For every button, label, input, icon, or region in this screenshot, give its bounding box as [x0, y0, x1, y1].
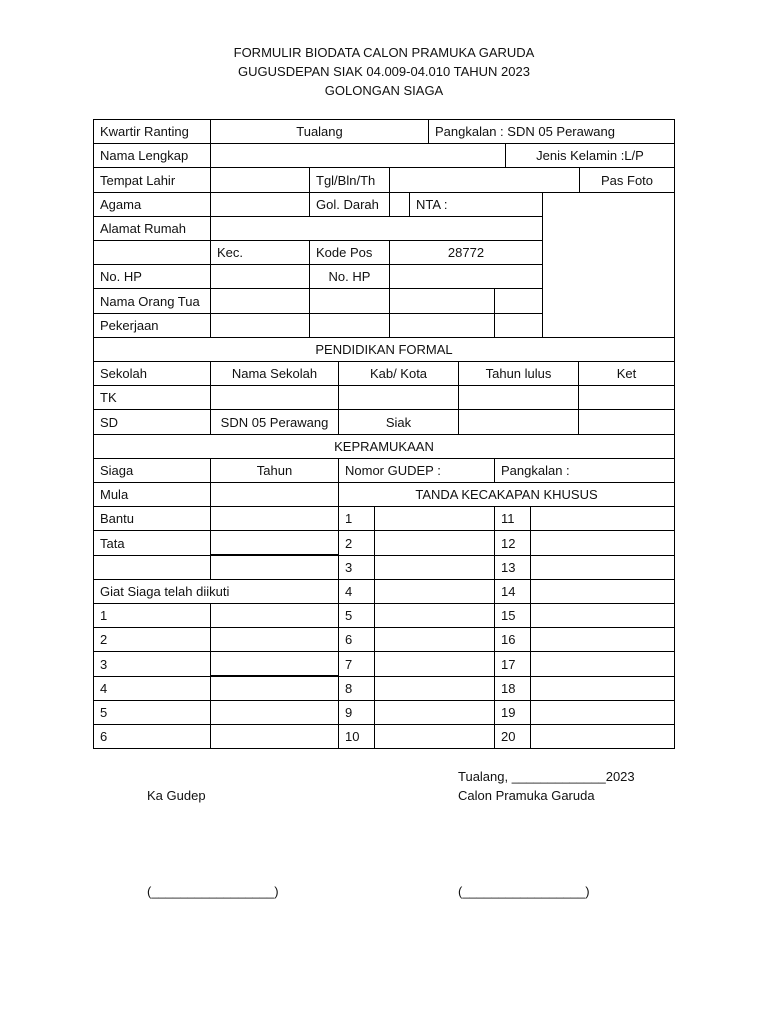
cell-kode-pos: Kode Pos — [309, 240, 390, 265]
tkk-entry-right — [530, 555, 675, 580]
tkk-entry-left — [374, 627, 495, 652]
cell-tk: TK — [93, 385, 211, 410]
form-group: GOLONGAN SIAGA — [324, 83, 444, 98]
cell-tanda-kecakapan-khusus: TANDA KECAKAPAN KHUSUS — [338, 482, 675, 507]
cell-tempat-lahir: Tempat Lahir — [93, 167, 211, 193]
blank-cell — [93, 240, 211, 265]
tkk-number-right: 17 — [494, 651, 531, 677]
cell-2: 2 — [93, 627, 211, 652]
cell-tahun: Tahun — [210, 458, 339, 483]
form-subtitle: GUGUSDEPAN SIAK 04.009-04.010 TAHUN 2023 — [238, 64, 530, 79]
tkk-entry-left — [374, 724, 495, 749]
cell-alamat-rumah: Alamat Rumah — [93, 216, 211, 241]
blank-cell — [210, 385, 339, 410]
cell-kec: Kec. — [210, 240, 310, 265]
cell-pangkalan-sdn-05-perawang: Pangkalan : SDN 05 Perawang — [428, 119, 675, 144]
tkk-number-left: 8 — [338, 676, 375, 701]
blank-cell — [494, 288, 543, 314]
cell-28772: 28772 — [389, 240, 543, 265]
cell-tgl-bln-th: Tgl/Bln/Th — [309, 167, 390, 193]
tkk-number-left: 4 — [338, 579, 375, 604]
cell-gol-darah: Gol. Darah — [309, 192, 390, 217]
cell-1: 1 — [93, 603, 211, 628]
tkk-number-right: 19 — [494, 700, 531, 725]
biodata-table — [94, 120, 675, 749]
cell-6: 6 — [93, 724, 211, 749]
tkk-entry-right — [530, 676, 675, 701]
cell-bantu: Bantu — [93, 506, 211, 531]
tkk-entry-right — [530, 627, 675, 652]
tkk-entry-right — [530, 603, 675, 628]
blank-cell — [389, 288, 495, 314]
cell-mula: Mula — [93, 482, 211, 507]
tkk-entry-left — [374, 506, 495, 531]
cell-nta: NTA : — [409, 192, 543, 217]
cell-pas-foto: Pas Foto — [579, 167, 675, 193]
signature-right-role: Calon Pramuka Garuda — [458, 788, 595, 803]
blank-cell — [210, 192, 310, 217]
blank-cell — [210, 216, 543, 241]
tkk-number-left: 10 — [338, 724, 375, 749]
cell-tata: Tata — [93, 530, 211, 556]
blank-cell — [389, 313, 495, 338]
year-cell — [210, 530, 339, 555]
tkk-number-right: 11 — [494, 506, 531, 531]
cell-sdn-05-perawang: SDN 05 Perawang — [210, 409, 339, 435]
tkk-entry-left — [374, 579, 495, 604]
blank-cell — [389, 167, 580, 193]
tkk-number-left: 9 — [338, 700, 375, 725]
cell-tualang: Tualang — [210, 119, 429, 144]
tkk-entry-left — [374, 676, 495, 701]
tkk-entry-right — [530, 724, 675, 749]
cell-nama-orang-tua: Nama Orang Tua — [93, 288, 211, 314]
cell-kepramukaan: KEPRAMUKAAN — [93, 434, 675, 459]
blank-cell — [578, 385, 675, 410]
tkk-number-right: 13 — [494, 555, 531, 580]
tkk-entry-right — [530, 651, 675, 677]
cell-nama-lengkap: Nama Lengkap — [93, 143, 211, 168]
tkk-number-right: 18 — [494, 676, 531, 701]
year-cell — [210, 651, 339, 676]
cell-sd: SD — [93, 409, 211, 435]
blank-cell — [389, 264, 543, 289]
cell-no-hp: No. HP — [93, 264, 211, 289]
blank-cell — [578, 409, 675, 435]
blank-cell — [542, 192, 675, 338]
form-title: FORMULIR BIODATA CALON PRAMUKA GARUDA — [233, 45, 535, 60]
cell-giat-siaga-telah-diikuti: Giat Siaga telah diikuti — [93, 579, 339, 604]
signature-left-role: Ka Gudep — [147, 788, 206, 803]
tkk-number-right: 15 — [494, 603, 531, 628]
tkk-entry-right — [530, 506, 675, 531]
tkk-number-left: 3 — [338, 555, 375, 580]
tkk-entry-right — [530, 579, 675, 604]
blank-cell — [338, 385, 459, 410]
year-cell — [210, 700, 339, 725]
blank-cell — [309, 288, 390, 314]
tkk-entry-left — [374, 555, 495, 580]
blank-cell — [458, 409, 579, 435]
year-cell — [210, 603, 339, 628]
cell-agama: Agama — [93, 192, 211, 217]
tkk-number-left: 6 — [338, 627, 375, 652]
blank-cell — [210, 143, 506, 168]
tkk-number-left: 7 — [338, 651, 375, 677]
year-cell — [210, 724, 339, 749]
tkk-number-right: 14 — [494, 579, 531, 604]
tkk-number-right: 16 — [494, 627, 531, 652]
blank-cell — [210, 482, 339, 507]
cell-kwartir-ranting: Kwartir Ranting — [93, 119, 211, 144]
year-cell — [210, 506, 339, 531]
signature-right-line: (_________________) — [458, 884, 590, 899]
cell-kab-kota: Kab/ Kota — [338, 361, 459, 386]
tkk-entry-left — [374, 530, 495, 556]
blank-cell — [210, 288, 310, 314]
tkk-entry-left — [374, 651, 495, 677]
cell-ket: Ket — [578, 361, 675, 386]
tkk-entry-right — [530, 530, 675, 556]
cell-nama-sekolah: Nama Sekolah — [210, 361, 339, 386]
year-cell — [210, 676, 339, 701]
tkk-entry-left — [374, 700, 495, 725]
year-cell — [210, 555, 339, 580]
tkk-number-right: 20 — [494, 724, 531, 749]
cell-jenis-kelamin-l-p: Jenis Kelamin :L/P — [505, 143, 675, 168]
signature-date: Tualang, _____________2023 — [458, 769, 635, 784]
tkk-number-right: 12 — [494, 530, 531, 556]
cell-pangkalan: Pangkalan : — [494, 458, 675, 483]
blank-cell — [93, 555, 211, 580]
tkk-number-left: 2 — [338, 530, 375, 556]
blank-cell — [389, 192, 410, 217]
signature-left-line: (_________________) — [147, 884, 279, 899]
tkk-entry-left — [374, 603, 495, 628]
blank-cell — [210, 313, 310, 338]
blank-cell — [309, 313, 390, 338]
year-cell — [210, 627, 339, 652]
cell-tahun-lulus: Tahun lulus — [458, 361, 579, 386]
tkk-entry-right — [530, 700, 675, 725]
tkk-number-left: 1 — [338, 506, 375, 531]
cell-5: 5 — [93, 700, 211, 725]
cell-pendidikan-formal: PENDIDIKAN FORMAL — [93, 337, 675, 362]
cell-3: 3 — [93, 651, 211, 677]
tkk-number-left: 5 — [338, 603, 375, 628]
blank-cell — [210, 167, 310, 193]
blank-cell — [458, 385, 579, 410]
cell-no-hp: No. HP — [309, 264, 390, 289]
cell-4: 4 — [93, 676, 211, 701]
cell-sekolah: Sekolah — [93, 361, 211, 386]
blank-cell — [494, 313, 543, 338]
cell-siak: Siak — [338, 409, 459, 435]
cell-nomor-gudep: Nomor GUDEP : — [338, 458, 495, 483]
blank-cell — [210, 264, 310, 289]
cell-pekerjaan: Pekerjaan — [93, 313, 211, 338]
cell-siaga: Siaga — [93, 458, 211, 483]
